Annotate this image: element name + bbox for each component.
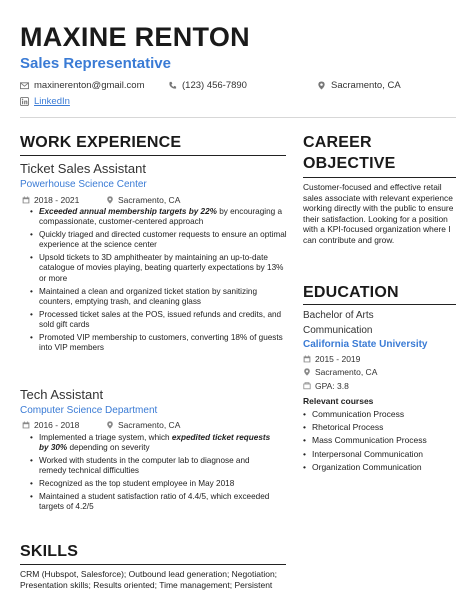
job-location-text: Sacramento, CA	[118, 195, 181, 205]
course-item: • Organization Communication	[312, 461, 456, 474]
location-pin-icon	[317, 81, 326, 90]
calendar-icon	[22, 196, 30, 204]
job-location	[106, 420, 180, 430]
job-bullet: • Maintained a student satisfaction ratio of 4.4/5, which exceeded targets of 4.2/5	[39, 492, 279, 513]
course-item: • Rhetorical Process	[312, 421, 456, 434]
linkedin-item	[20, 96, 70, 107]
location-pin-icon	[106, 421, 114, 429]
courses-label: Relevant courses	[303, 396, 374, 406]
job-company: Computer Science Department	[20, 405, 158, 416]
work-experience-rule	[20, 155, 286, 156]
course-item: • Communication Process	[312, 408, 456, 421]
education-rule	[303, 304, 456, 305]
calendar-icon	[22, 421, 30, 429]
job-bullets	[39, 207, 287, 356]
header-divider	[20, 117, 456, 118]
course-item: • Mass Communication Process	[312, 434, 456, 447]
phone-item	[168, 80, 247, 91]
job-dates-text: 2018 - 2021	[34, 195, 80, 205]
gpa-icon	[303, 382, 311, 390]
education-dates	[303, 354, 360, 364]
job-dates	[22, 195, 79, 205]
email-item	[20, 80, 145, 91]
job-bullet: • Implemented a triage system, which expedited ticket requests by 30% depending on severity	[39, 433, 279, 454]
mail-icon	[20, 81, 29, 90]
skills-heading: SKILLS	[20, 543, 79, 560]
job-dates	[22, 420, 79, 430]
job-location	[106, 195, 180, 205]
school-name: California State University	[303, 339, 428, 350]
linkedin-icon	[20, 97, 29, 106]
job-bullet: • Exceeded annual membership targets by 22% by encouraging a compassionate, customer-centered approach	[39, 207, 287, 228]
education-gpa	[303, 381, 349, 391]
education-gpa-text: GPA: 3.8	[315, 381, 349, 391]
career-objective-heading-line2: OBJECTIVE	[303, 155, 396, 172]
job-bullet: • Promoted VIP membership to customers, converting 18% of guests into VIP members	[39, 333, 287, 354]
course-item: • Interpersonal Communication	[312, 448, 456, 461]
job-bullet: • Processed ticket sales at the POS, issued refunds and credits, and sold gift cards	[39, 310, 287, 331]
location-pin-icon	[106, 196, 114, 204]
education-heading: EDUCATION	[303, 284, 399, 301]
job-location-text: Sacramento, CA	[118, 420, 181, 430]
candidate-role: Sales Representative	[20, 55, 171, 72]
phone-text: (123) 456-7890	[182, 80, 247, 91]
candidate-name: MAXINE RENTON	[20, 22, 250, 52]
career-objective-rule	[303, 177, 456, 178]
linkedin-link[interactable]: LinkedIn	[34, 96, 70, 107]
courses-list	[312, 408, 456, 474]
location-text: Sacramento, CA	[331, 80, 401, 91]
job-bullet: • Worked with students in the computer lab to diagnose and remedy technical difficulties	[39, 456, 279, 477]
job-dates-text: 2016 - 2018	[34, 420, 80, 430]
skills-rule	[20, 564, 286, 565]
job-bullet: • Maintained a clean and organized ticket station by sanitizing counters, emptying trash, and cleaning glass	[39, 287, 287, 308]
education-location-text: Sacramento, CA	[315, 367, 378, 377]
job-bullet: • Upsold tickets to 3D amphitheater by maintaining an up-to-date catalogue of movies playing, beating quarterly expectations by 13% or more	[39, 253, 287, 284]
location-item	[317, 80, 401, 91]
work-experience-heading: WORK EXPERIENCE	[20, 134, 182, 151]
phone-icon	[168, 81, 177, 90]
job-title: Tech Assistant	[20, 387, 104, 402]
email-text[interactable]: maxinerenton@gmail.com	[34, 80, 145, 91]
career-objective-text: Customer-focused and effective retail sales associate with relevant experience working directly with the public to ensure their satisfaction. Looking for a position with a KPI-focused organization where I can contribute and grow.	[303, 182, 454, 245]
career-objective-heading-line1: CAREER	[303, 134, 372, 151]
job-bullet: • Recognized as the top student employee in May 2018	[39, 479, 279, 489]
calendar-icon	[303, 355, 311, 363]
location-pin-icon	[303, 368, 311, 376]
job-company: Powerhouse Science Center	[20, 179, 147, 190]
job-bullet: • Quickly triaged and directed customer requests to ensure an optimal experience at the science center	[39, 230, 287, 251]
education-location	[303, 367, 377, 377]
job-bullets	[39, 433, 279, 515]
job-title: Ticket Sales Assistant	[20, 161, 146, 176]
degree-name: Bachelor of Arts Communication	[303, 310, 374, 336]
skills-text: CRM (Hubspot, Salesforce); Outbound lead generation; Negotiation; Presentation skills; Results oriented; Time management; Persistent	[20, 569, 278, 590]
education-dates-text: 2015 - 2019	[315, 354, 361, 364]
